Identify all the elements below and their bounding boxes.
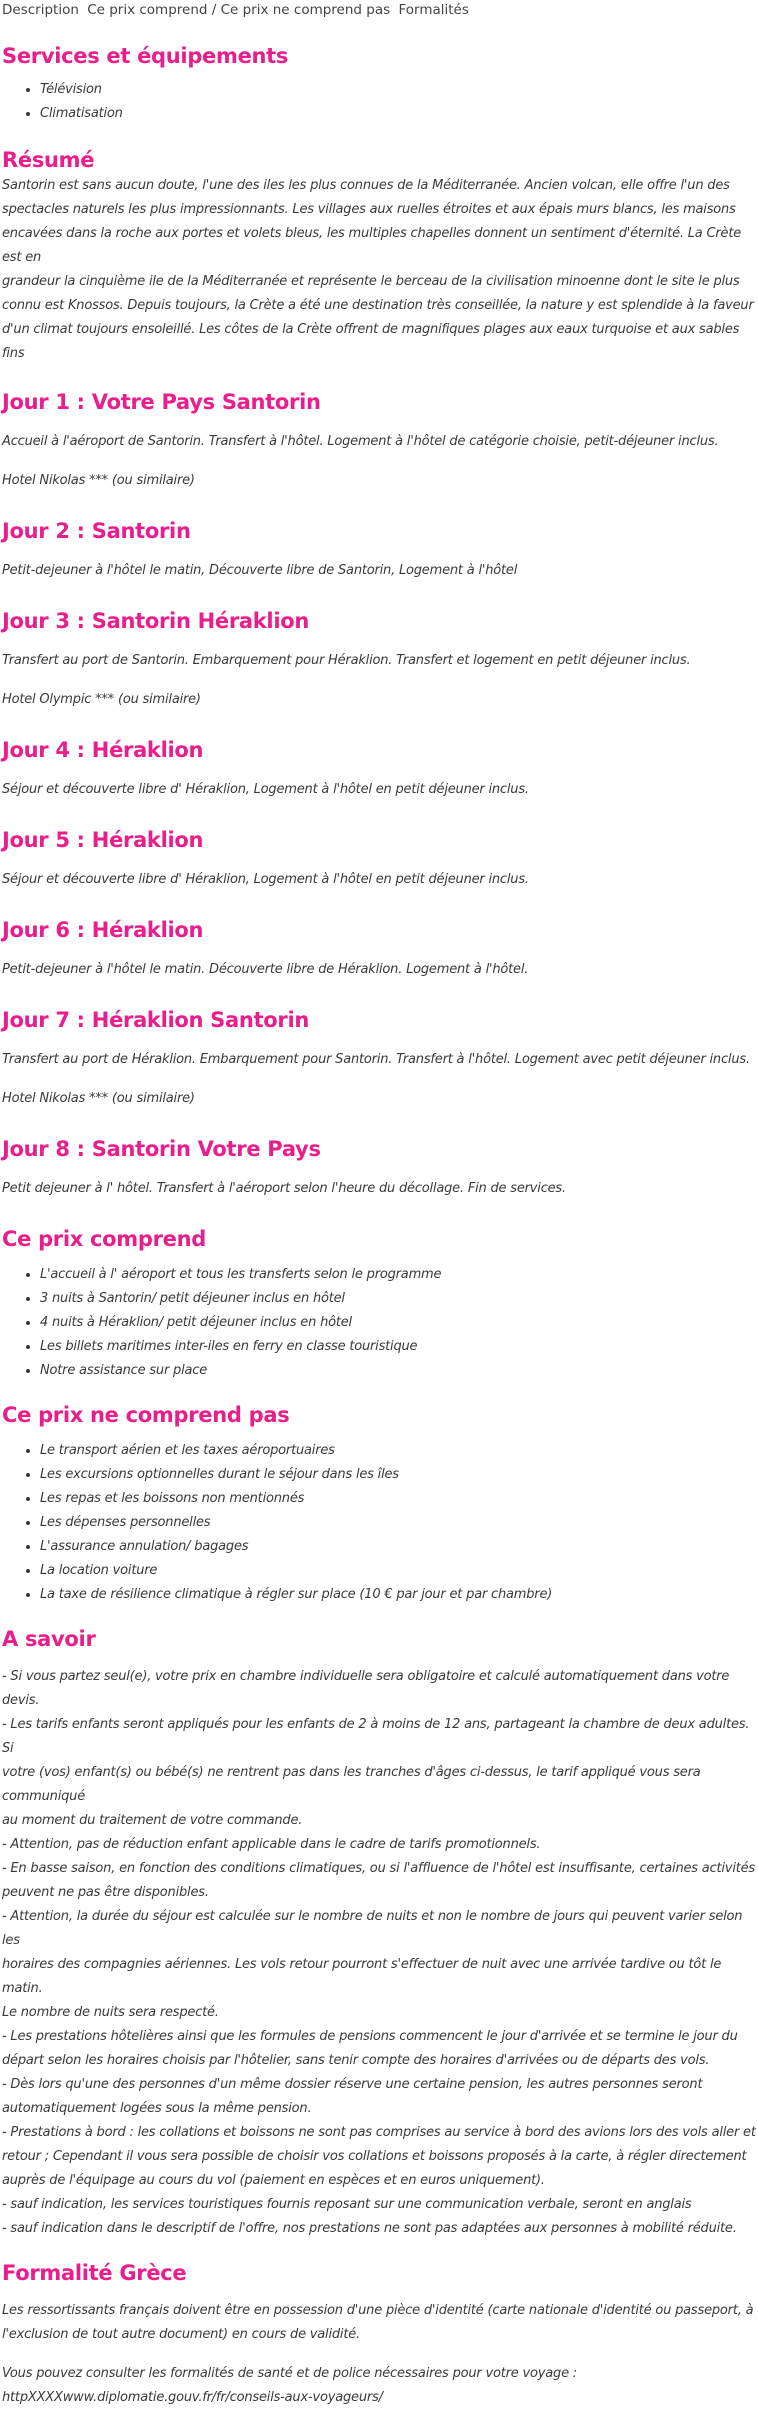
list-item: • La taxe de résilience climatique à régler sur place (10 € par jour et par chambre): [40, 1583, 756, 1607]
note-line: retour ; Cependant il vous sera possible de choisir vos collations et boissons proposés à la carte, à régler directement: [2, 2149, 747, 2164]
day-5-title: Jour 5 : Héraklion: [2, 828, 204, 852]
list-item: • Le transport aérien et les taxes aéroportuaires: [40, 1439, 756, 1463]
resume-line: encavées dans la roche aux portes et volets bleus, les multiples chapelles donnent un sentiment d'éternité. La Crète est en: [2, 226, 742, 265]
day-3-hotel: Hotel Olympic *** (ou similaire): [2, 692, 201, 707]
formalite-link-line: [2, 2386, 756, 2410]
day-3-title: Jour 3 : Santorin Héraklion: [2, 609, 310, 633]
day-2-title: Jour 2 : Santorin: [2, 519, 191, 543]
note-line: automatiquement logées sous la même pension.: [2, 2101, 312, 2116]
list-item: • 3 nuits à Santorin/ petit déjeuner inclus en hôtel: [40, 1287, 756, 1311]
day-7-text: Transfert au port de Héraklion. Embarquement pour Santorin. Transfert à l'hôtel. Logement avec petit déjeuner inclus.: [2, 1052, 750, 1067]
resume-title: Résumé: [2, 148, 95, 172]
formalite-line: l'exclusion de tout autre document) en cours de validité.: [2, 2327, 360, 2342]
day-5-text: Séjour et découverte libre d' Héraklion, Logement à l'hôtel en petit déjeuner inclus.: [2, 872, 529, 887]
day-1-text: Accueil à l'aéroport de Santorin. Transfert à l'hôtel. Logement à l'hôtel de catégorie choisie, petit-déjeuner inclus.: [2, 434, 719, 449]
list-item: • La location voiture: [40, 1559, 756, 1583]
services-title: Services et équipements: [2, 44, 289, 68]
diplomatie-link[interactable]: httpXXXXwww.diplomatie.gouv.fr/fr/conseils-aux-voyageurs/: [2, 2390, 383, 2405]
tab-formalites[interactable]: Formalités: [398, 2, 469, 18]
note-line: auprès de l'équipage au cours du vol (paiement en espèces et en euros uniquement).: [2, 2173, 545, 2188]
list-item: • Les excursions optionnelles durant le séjour dans les îles: [40, 1463, 756, 1487]
ne-comprend-list: [2, 1439, 756, 1607]
list-item: • Notre assistance sur place: [40, 1359, 756, 1383]
note-line: horaires des compagnies aériennes. Les vols retour pourront s'effectuer de nuit avec une arrivée tardive ou tôt le matin.: [2, 1957, 722, 1996]
day-1-title: Jour 1 : Votre Pays Santorin: [2, 390, 321, 414]
list-item: • Les repas et les boissons non mentionnés: [40, 1487, 756, 1511]
note-line: - Si vous partez seul(e), votre prix en chambre individuelle sera obligatoire et calculé automatiquement dans votre devis.: [2, 1669, 730, 1708]
day-8-text: Petit dejeuner à l' hôtel. Transfert à l'aéroport selon l'heure du décollage. Fin de services.: [2, 1181, 566, 1196]
note-line: - Les tarifs enfants seront appliqués pour les enfants de 2 à moins de 12 ans, partageant la chambre de deux adultes. Si: [2, 1717, 750, 1756]
note-line: - Dès lors qu'une des personnes d'un même dossier réserve une certaine pension, les autres personnes seront: [2, 2077, 703, 2092]
resume-line: connu est Knossos. Depuis toujours, la Crète a été une destination très conseillée, la nature y est splendide à la faveur: [2, 298, 754, 313]
list-item: • Télévision: [40, 78, 756, 102]
day-3-text: Transfert au port de Santorin. Embarquement pour Héraklion. Transfert et logement en petit déjeuner inclus.: [2, 653, 691, 668]
tab-bar: [2, 0, 756, 20]
resume-text: [2, 174, 756, 366]
day-6-text: Petit-dejeuner à l'hôtel le matin. Découverte libre de Héraklion. Logement à l'hôtel.: [2, 962, 529, 977]
day-1-hotel: Hotel Nikolas *** (ou similaire): [2, 473, 195, 488]
resume-line: d'un climat toujours ensoleillé. Les côtes de la Crète offrent de magnifiques plages aux eaux turquoise et aux sables fins: [2, 322, 740, 361]
list-item: • Les billets maritimes inter-iles en ferry en classe touristique: [40, 1335, 756, 1359]
note-line: - Attention, pas de réduction enfant applicable dans le cadre de tarifs promotionnels.: [2, 1837, 541, 1852]
note-line: peuvent ne pas être disponibles.: [2, 1885, 209, 1900]
note-line: votre (vos) enfant(s) ou bébé(s) ne rentrent pas dans les tranches d'âges ci-dessus, le tarif appliqué vous sera communiqué: [2, 1765, 701, 1804]
services-list: [2, 78, 756, 126]
day-4-title: Jour 4 : Héraklion: [2, 738, 204, 762]
resume-line: grandeur la cinquième ile de la Méditerranée et représente le berceau de la civilisation minoenne dont le site le plus: [2, 274, 740, 289]
comprend-title: Ce prix comprend: [2, 1227, 206, 1251]
a-savoir-notes: [2, 1665, 756, 2241]
resume-line: Santorin est sans aucun doute, l'une des iles les plus connues de la Méditerranée. Ancien volcan, elle offre l'un des: [2, 178, 730, 193]
note-line: - Les prestations hôtelières ainsi que les formules de pensions commencent le jour d'arrivée et se termine le jour du: [2, 2029, 738, 2044]
formalite-title: Formalité Grèce: [2, 2261, 187, 2285]
note-line: - sauf indication dans le descriptif de l'offre, nos prestations ne sont pas adaptées aux personnes à mobilité réduite.: [2, 2221, 737, 2236]
list-item: • Climatisation: [40, 102, 756, 126]
a-savoir-title: A savoir: [2, 1627, 96, 1651]
note-line: Le nombre de nuits sera respecté.: [2, 2005, 219, 2020]
day-2-text: Petit-dejeuner à l'hôtel le matin, Découverte libre de Santorin, Logement à l'hôtel: [2, 563, 518, 578]
list-item: • L'accueil à l' aéroport et tous les transferts selon le programme: [40, 1263, 756, 1287]
note-line: au moment du traitement de votre commande.: [2, 1813, 303, 1828]
note-line: - Prestations à bord : les collations et boissons ne sont pas comprises au service à bord des avions lors des vols aller et: [2, 2125, 756, 2140]
ne-comprend-title: Ce prix ne comprend pas: [2, 1403, 290, 1427]
resume-line: spectacles naturels les plus impressionnants. Les villages aux ruelles étroites et aux épais murs blancs, les maisons: [2, 202, 736, 217]
day-4-text: Séjour et découverte libre d' Héraklion, Logement à l'hôtel en petit déjeuner inclus.: [2, 782, 529, 797]
note-line: - En basse saison, en fonction des conditions climatiques, ou si l'affluence de l'hôtel est insuffisante, certaines activités: [2, 1861, 755, 1876]
note-line: - Attention, la durée du séjour est calculée sur le nombre de nuits et non le nombre de jours qui peuvent varier selon les: [2, 1909, 743, 1948]
tab-description[interactable]: Description: [2, 2, 79, 18]
formalite-line: Les ressortissants français doivent être en possession d'une pièce d'identité (carte nationale d'identité ou passeport, à: [2, 2303, 754, 2318]
day-8-title: Jour 8 : Santorin Votre Pays: [2, 1137, 321, 1161]
day-6-title: Jour 6 : Héraklion: [2, 918, 204, 942]
tab-prix[interactable]: Ce prix comprend / Ce prix ne comprend pas: [87, 2, 391, 18]
comprend-list: [2, 1263, 756, 1383]
day-7-title: Jour 7 : Héraklion Santorin: [2, 1008, 310, 1032]
note-line: départ selon les horaires choisis par l'hôtelier, sans tenir compte des horaires d'arrivées ou de départs des vols.: [2, 2053, 710, 2068]
list-item: • L'assurance annulation/ bagages: [40, 1535, 756, 1559]
note-line: - sauf indication, les services touristiques fournis reposant sur une communication verbale, seront en anglais: [2, 2197, 692, 2212]
list-item: • 4 nuits à Héraklion/ petit déjeuner inclus en hôtel: [40, 1311, 756, 1335]
day-7-hotel: Hotel Nikolas *** (ou similaire): [2, 1091, 195, 1106]
formalite-consult: Vous pouvez consulter les formalités de santé et de police nécessaires pour votre voyage :: [2, 2366, 577, 2381]
list-item: • Les dépenses personnelles: [40, 1511, 756, 1535]
